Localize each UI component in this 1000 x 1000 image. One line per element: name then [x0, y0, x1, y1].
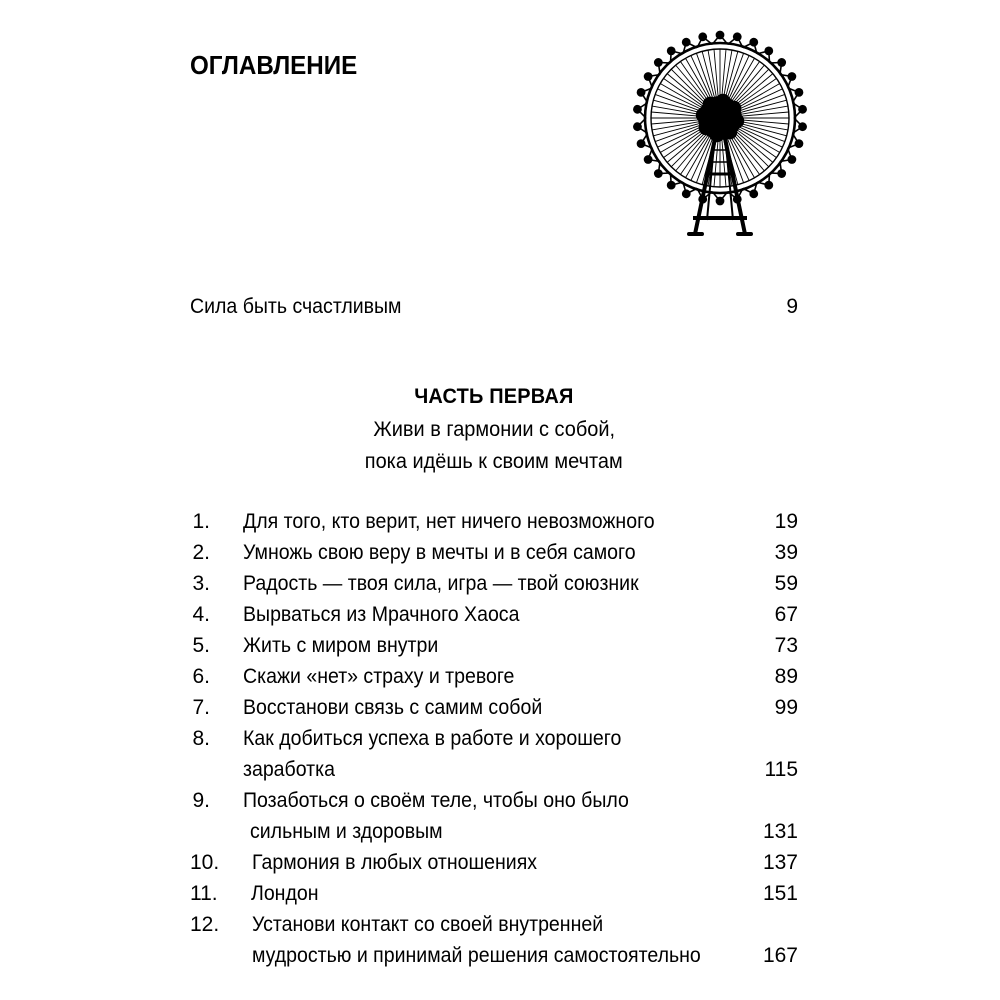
toc-item-page: 115: [764, 758, 798, 781]
toc-list: [190, 506, 798, 971]
toc-item-line: Жить с миром внутри: [243, 634, 439, 657]
toc-item: [190, 506, 798, 537]
toc-item-title: [251, 878, 755, 909]
toc-item: [190, 909, 798, 971]
toc-item-number: 6.: [192, 665, 210, 688]
toc-item-title: [243, 568, 767, 599]
part-subtitle-line: [190, 414, 798, 446]
toc-item-title: [243, 785, 755, 847]
intro-entry-title: Сила быть счастливым: [190, 295, 402, 318]
toc-item-page: 151: [762, 882, 798, 905]
toc-item-number: 11.: [190, 882, 218, 905]
intro-entry-page: 9: [786, 295, 798, 318]
ferris-wheel-icon: [625, 24, 815, 240]
toc-item-number: 12.: [190, 913, 220, 936]
toc-item-number: 1.: [192, 510, 210, 533]
toc-item-line: Установи контакт со своей внутренней: [252, 913, 604, 936]
toc-item-line: заработка: [243, 758, 335, 781]
toc-item-page: 73: [774, 634, 798, 657]
toc-item-number: 10.: [190, 851, 220, 874]
toc-item-title: [243, 599, 767, 630]
toc-item-title: [243, 630, 767, 661]
toc-item: [190, 568, 798, 599]
toc-item-page: 99: [774, 696, 798, 719]
toc-item-title: [243, 537, 767, 568]
toc-item-line: мудростью и принимай решения самостоятельно: [252, 944, 702, 967]
toc-item-line: Гармония в любых отношениях: [252, 851, 538, 874]
toc-item-title: [243, 723, 757, 785]
toc-item-line: Как добиться успеха в работе и хорошего: [243, 727, 622, 750]
toc-item-number: 8.: [192, 727, 210, 750]
page-title-text: ОГЛАВЛЕНИЕ: [190, 50, 358, 80]
toc-item-number: 7.: [192, 696, 210, 719]
toc-item: [190, 692, 798, 723]
toc-item-title: [252, 847, 755, 878]
part-subtitle-line: [190, 446, 798, 478]
toc-item-line: Восстанови связь с самим собой: [243, 696, 543, 719]
toc-item-number: 3.: [192, 572, 210, 595]
toc-item-line: сильным и здоровым: [250, 820, 443, 843]
ferris-wheel-svg: [625, 24, 815, 240]
toc-item-title: [243, 692, 767, 723]
toc-item-number: 4.: [192, 603, 210, 626]
toc-item-page: 59: [774, 572, 798, 595]
toc-item: [190, 630, 798, 661]
page-title: [190, 51, 370, 79]
part-heading: [190, 382, 798, 478]
toc-item-number: 9.: [192, 789, 210, 812]
toc-item: [190, 847, 798, 878]
toc-item-page: 19: [774, 510, 798, 533]
part-subtitle-text: пока идёшь к своим мечтам: [365, 450, 623, 473]
toc-item-number: 5.: [192, 634, 210, 657]
toc-item: [190, 723, 798, 785]
toc-item-line: Скажи «нет» страху и тревоге: [243, 665, 515, 688]
toc-item-title: [243, 661, 767, 692]
toc-item: [190, 661, 798, 692]
toc-item-page: 39: [774, 541, 798, 564]
intro-entry: [190, 291, 798, 322]
toc-item-line: Для того, кто верит, нет ничего невозможного: [243, 510, 655, 533]
part-subtitle-text: Живи в гармонии с собой,: [373, 418, 615, 441]
toc-item-page: 137: [762, 851, 798, 874]
toc-item: [190, 878, 798, 909]
toc-item-line: Умножь свою веру в мечты и в себя самого: [243, 541, 636, 564]
toc-item-page: 67: [774, 603, 798, 626]
toc-item-page: 131: [762, 820, 798, 843]
toc-item-number: 2.: [192, 541, 210, 564]
toc-item-page: 167: [762, 944, 798, 967]
toc-item-line: Радость — твоя сила, игра — твой союзник: [243, 572, 639, 595]
toc-item-line: Позаботься о своём теле, чтобы оно было: [243, 789, 629, 812]
toc-item-line: Лондон: [250, 882, 319, 905]
toc-item-line: Вырваться из Мрачного Хаоса: [243, 603, 520, 626]
part-title: [190, 382, 798, 412]
toc-item-page: 89: [774, 665, 798, 688]
toc-item-title: [243, 506, 767, 537]
toc-item: [190, 537, 798, 568]
toc-item: [190, 599, 798, 630]
toc-item-title: [252, 909, 755, 971]
toc-item: [190, 785, 798, 847]
part-title-text: ЧАСТЬ ПЕРВАЯ: [414, 385, 574, 408]
